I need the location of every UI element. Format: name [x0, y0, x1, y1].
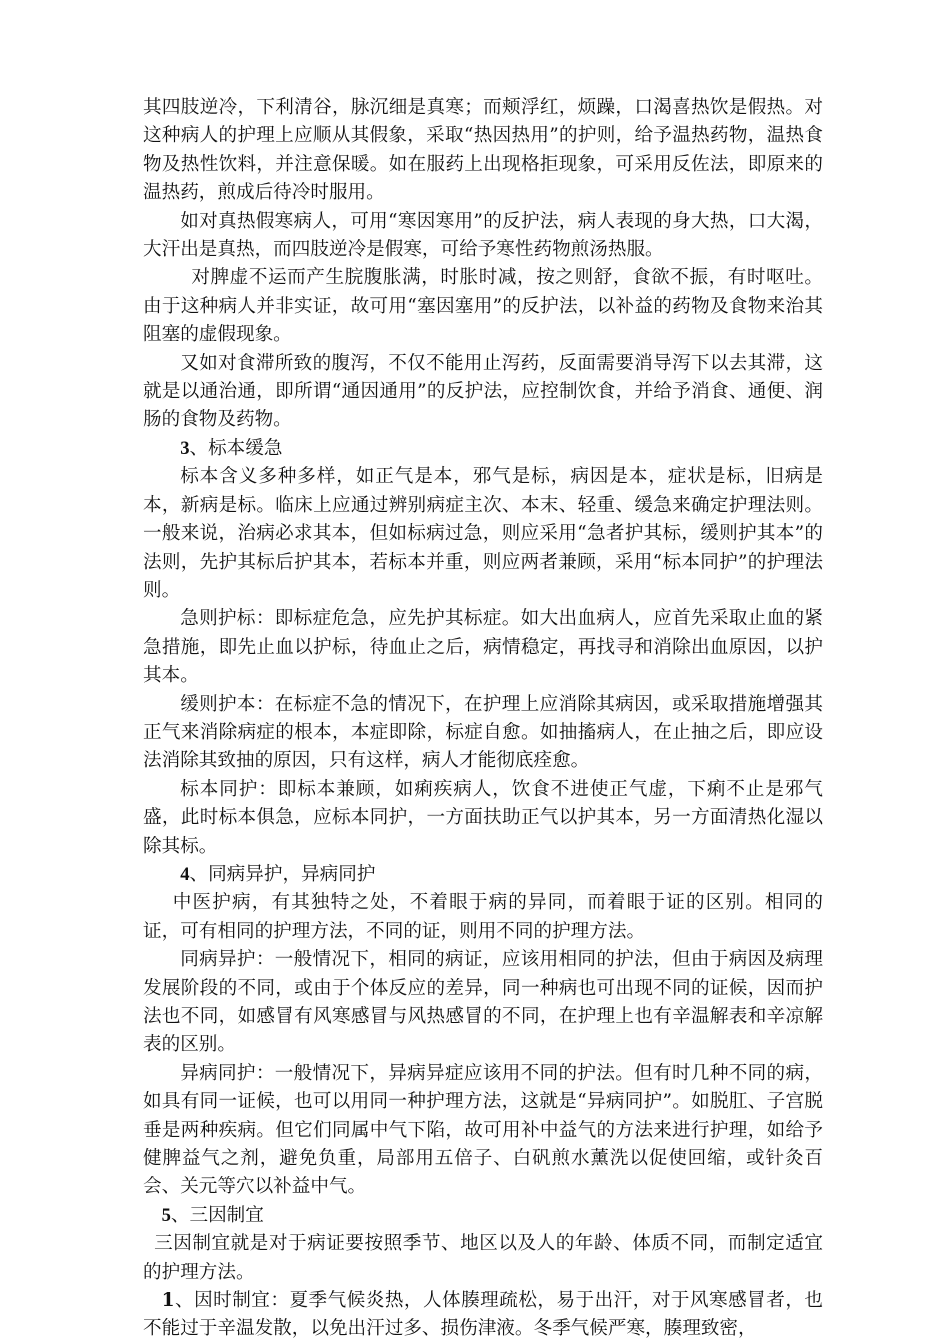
- paragraph-same-disease-different-care: 同病异护：一般情况下，相同的病证，应该用相同的护法，但由于病因及病理发展阶段的不同，或由于个体反应的差异，同一种病也可出现不同的证候，因而护法也不同，如感冒有风寒感冒与风热感冒的不同，在护理上也有辛温解表和辛凉解表的区别。: [143, 949, 823, 1056]
- paragraph-treat-both: 标本同护：即标本兼顾，如痢疾病人，饮食不进使正气虚，下痢不止是邪气盛，此时标本俱急，应标本同护，一方面扶助正气以护其本，另一方面清热化湿以除其标。: [143, 778, 823, 857]
- paragraph-block-for-block: 对脾虚不运而产生脘腹胀满，时胀时减，按之则舒，食欲不振，有时呕吐。由于这种病人并非实证，故可用“塞因塞用”的反护法，以补益的药物及食物来治其阻塞的虚假现象。: [143, 267, 823, 346]
- paragraph-true-cold-false-heat: 其四肢逆冷，下利清谷，脉沉细是真寒；而颊浮红，烦躁，口渴喜热饮是假热。对这种病人的护理上应顺从其假象，采取“热因热用”的护则，给予温热药物，温热食物及热性饮料，并注意保暖。如在服药上出现格拒现象，可采用反佐法，即原来的温热药，煎成后待冷时服用。: [143, 97, 823, 204]
- paragraph-slow-treat-ben: 缓则护本：在标症不急的情况下，在护理上应消除其病因，或采取措施增强其正气来消除病症的根本，本症即除，标症自愈。如抽搐病人，在止抽之后，即应设法消除其致抽的原因，只有这样，病人才能彻底痊愈。: [143, 693, 823, 772]
- paragraph-flow-for-flow: 又如对食滞所致的腹泻，不仅不能用止泻药，反面需要消导泻下以去其滞，这就是以通治通，即所谓“通因通用”的反护法，应控制饮食，并给予消食、通便、润肠的食物及药物。: [143, 352, 823, 431]
- section-heading-4: 4、同病异护，异病同护: [180, 863, 376, 885]
- paragraph-biao-ben: 标本含义多种多样，如正气是本，邪气是标，病因是本，症状是标，旧病是本，新病是标。临床上应通过辨别病症主次、本末、轻重、缓急来确定护理法则。一般来说，治病必求其本，但如标病过急，则应采用“急者护其标，缓则护其本”的法则，先护其标后护其本，若标本并重，则应两者兼顾，采用“标本同护”的护理法则。: [143, 466, 823, 601]
- section-heading-5: 5、三因制宜: [161, 1204, 264, 1226]
- paragraph-different-disease-same-care: 异病同护：一般情况下，异病异症应该用不同的护法。但有时几种不同的病，如具有同一证候，也可以用同一种护理方法，这就是“异病同护”。如脱肛、子宫脱垂是两种疾病。但它们同属中气下陷，故可用补中益气的方法来进行护理，如给予健脾益气之剂，避免负重，局部用五倍子、白矾煎水薰洗以促使回缩，或针灸百会、关元等穴以补益中气。: [143, 1062, 823, 1198]
- document-page: [143, 94, 823, 1344]
- paragraph-cold-for-cold: 如对真热假寒病人，可用“寒因寒用”的反护法，病人表现的身大热，口大渴，大汗出是真热，而四肢逆冷是假寒，可给予寒性药物煎汤热服。: [143, 210, 823, 261]
- paragraph-tcm-nursing: 中医护病，有其独特之处，不着眼于病的异同，而着眼于证的区别。相同的证，可有相同的护理方法，不同的证，则用不同的护理方法。: [143, 892, 823, 942]
- paragraph-three-factors: 三因制宜就是对于病证要按照季节、地区以及人的年龄、体质不同，而制定适宜的护理方法。: [143, 1233, 823, 1283]
- paragraph-urgent-treat-biao: 急则护标：即标症危急，应先护其标症。如大出血病人，应首先采取止血的紧急措施，即先止血以护标，待血止之后，病情稳定，再找寻和消除出血原因，以护其本。: [143, 608, 823, 687]
- section-heading-3: 3、标本缓急: [180, 437, 283, 459]
- paragraph-timing: 1、因时制宜：夏季气候炎热，人体腠理疏松，易于出汗，对于风寒感冒者，也不能过于辛温发散，以免出汗过多、损伤津液。冬季气候严寒，腠理致密，: [143, 1290, 823, 1340]
